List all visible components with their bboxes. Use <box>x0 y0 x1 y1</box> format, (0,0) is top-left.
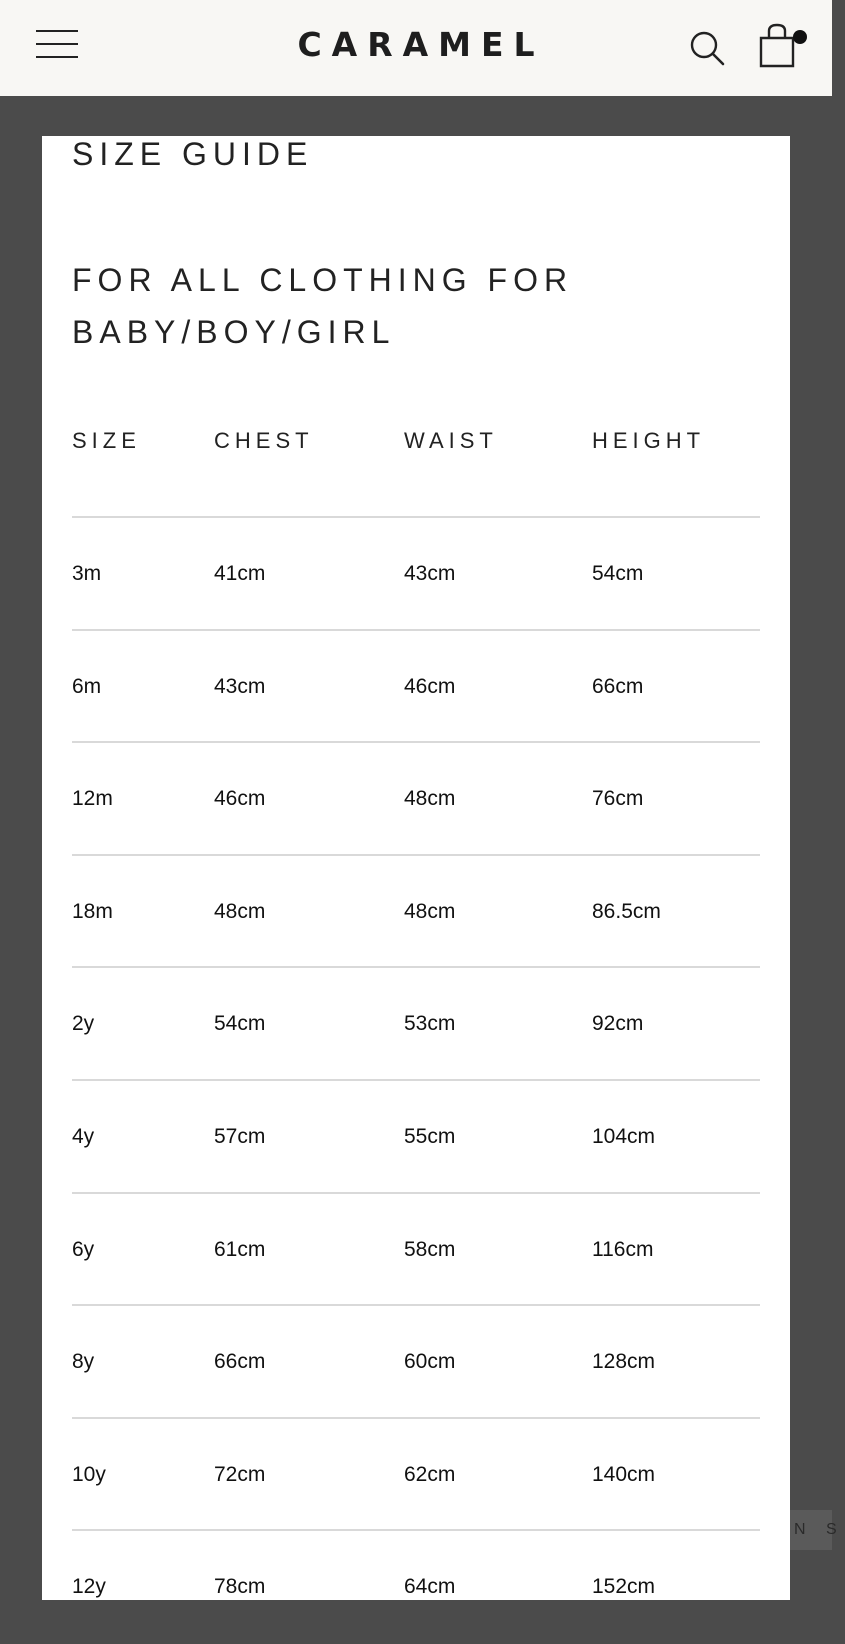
height-cell: 116cm <box>592 1237 654 1261</box>
column-header-height: HEIGHT <box>592 428 706 453</box>
brand-logo[interactable]: CARAMEL <box>297 25 545 64</box>
size-cell: 6y <box>72 1237 95 1261</box>
column-header-chest: CHEST <box>214 428 314 453</box>
size-cell: 3m <box>72 562 102 585</box>
size-guide-subtitle: FOR ALL CLOTHING FOR BABY/BOY/GIRL <box>72 262 574 350</box>
height-cell: 66cm <box>592 674 644 698</box>
height-cell: 128cm <box>592 1350 656 1374</box>
table-row <box>72 743 760 856</box>
table-header-row <box>72 406 760 518</box>
chest-cell: 66cm <box>214 1350 266 1374</box>
chest-cell: 43cm <box>214 674 266 698</box>
height-cell: 92cm <box>592 1012 644 1036</box>
table-row <box>72 1531 760 1644</box>
size-cell: 4y <box>72 1124 95 1148</box>
height-cell: 104cm <box>592 1124 656 1148</box>
waist-cell: 48cm <box>404 899 456 923</box>
waist-cell: 43cm <box>404 562 456 585</box>
chest-cell: 57cm <box>214 1124 266 1148</box>
height-cell: 76cm <box>592 787 644 811</box>
size-cell: 2y <box>72 1012 95 1036</box>
size-table <box>72 406 760 1644</box>
size-cell: 12y <box>72 1575 106 1599</box>
chest-cell: 46cm <box>214 787 266 811</box>
chest-cell: 48cm <box>214 899 266 923</box>
size-cell: 10y <box>72 1462 106 1486</box>
height-cell: 152cm <box>592 1575 656 1599</box>
search-icon[interactable] <box>688 28 728 68</box>
table-row <box>72 1419 760 1532</box>
height-cell: 54cm <box>592 562 644 585</box>
chest-cell: 78cm <box>214 1575 266 1599</box>
waist-cell: 55cm <box>404 1124 456 1148</box>
table-row <box>72 1306 760 1419</box>
chest-cell: 41cm <box>214 562 266 585</box>
modal-title: SIZE GUIDE <box>72 136 314 172</box>
waist-cell: 46cm <box>404 674 456 698</box>
waist-cell: 53cm <box>404 1012 456 1036</box>
height-cell: 86.5cm <box>592 899 661 923</box>
chest-cell: 72cm <box>214 1462 266 1486</box>
size-cell: 12m <box>72 787 113 811</box>
waist-cell: 64cm <box>404 1575 456 1599</box>
size-cell: 8y <box>72 1350 95 1374</box>
size-cell: 6m <box>72 674 102 698</box>
waist-cell: 48cm <box>404 787 456 811</box>
table-row <box>72 1194 760 1307</box>
chest-cell: 61cm <box>214 1237 266 1261</box>
table-row <box>72 1081 760 1194</box>
waist-cell: 58cm <box>404 1237 456 1261</box>
table-row <box>72 631 760 744</box>
waist-cell: 60cm <box>404 1350 456 1374</box>
waist-cell: 62cm <box>404 1462 456 1486</box>
table-row <box>72 518 760 631</box>
height-cell: 140cm <box>592 1462 656 1486</box>
cart-indicator-dot <box>793 30 807 44</box>
table-row <box>72 856 760 969</box>
table-row <box>72 968 760 1081</box>
background-page-text: N S <box>790 1510 832 1550</box>
column-header-size: SIZE <box>72 428 141 453</box>
chest-cell: 54cm <box>214 1012 266 1036</box>
shopping-bag-icon[interactable] <box>758 20 810 72</box>
column-header-waist: WAIST <box>404 428 498 453</box>
size-cell: 18m <box>72 899 113 923</box>
size-guide-modal <box>42 136 790 1600</box>
site-header <box>0 0 832 96</box>
